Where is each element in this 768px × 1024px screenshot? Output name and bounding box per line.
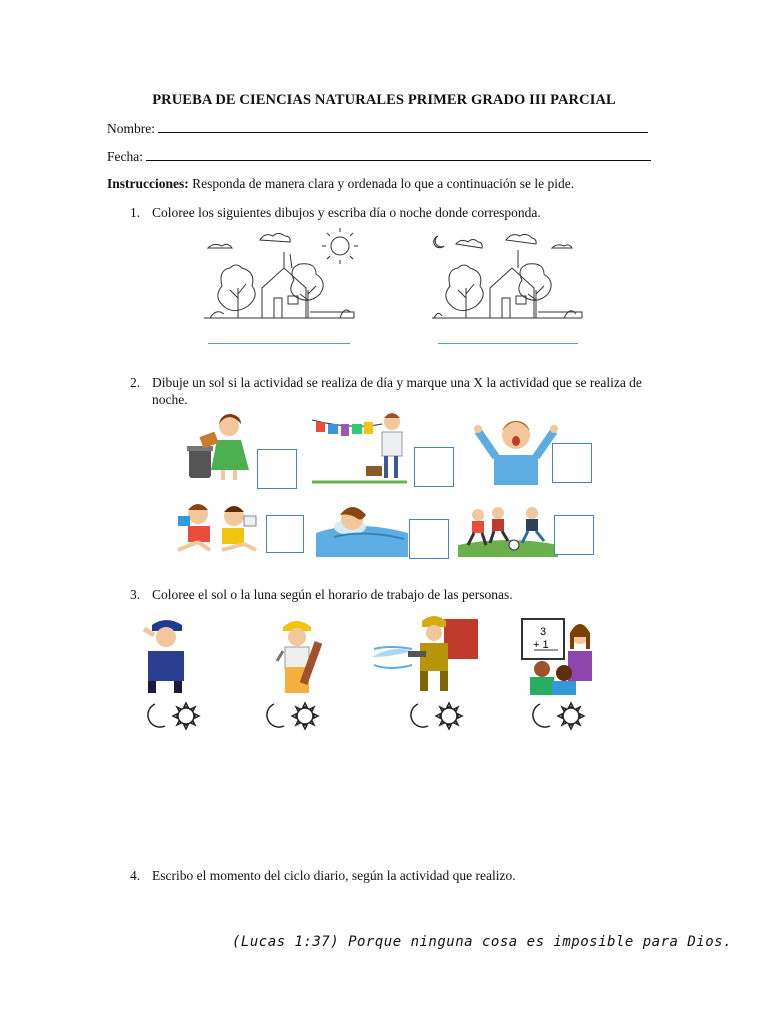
girl-trash-icon [185, 412, 257, 484]
boy-yawning-icon [470, 415, 562, 485]
answer-box[interactable] [414, 447, 454, 487]
moon-icon [411, 704, 428, 727]
nombre-field[interactable] [158, 120, 648, 133]
answer-box[interactable] [554, 515, 594, 555]
carpenter-icon [269, 615, 331, 697]
question-text-line1: Dibuje un sol si la actividad se realiza de día y marque una X la actividad que se realiza de [152, 375, 642, 390]
answer-box[interactable] [266, 515, 304, 553]
nombre-label: Nombre: [107, 121, 155, 136]
board-plus-1: + 1 [533, 639, 549, 651]
question-number: 2. [130, 375, 141, 390]
moon-icon [148, 704, 165, 727]
question-3 [130, 586, 670, 604]
question-text: Coloree el sol o la luna según el horario de trabajo de las personas. [152, 587, 513, 602]
firefighter-icon [372, 613, 478, 695]
fecha-row [107, 148, 651, 165]
instructions-text: Responda de manera clara y ordenada lo que a continuación se le pide. [192, 176, 575, 191]
board-digit-3: 3 [540, 626, 547, 638]
house-day-icon [200, 228, 360, 328]
police-officer-icon [136, 615, 196, 695]
sun-icon [292, 703, 318, 729]
answer-line-day[interactable] [208, 343, 350, 344]
answer-box[interactable] [257, 449, 297, 489]
sun-icon [436, 703, 462, 729]
moon-icon [267, 704, 284, 727]
question-1 [130, 204, 690, 222]
bible-quote: (Lucas 1:37) Porque ninguna cosa es imposible para Dios. [232, 934, 733, 950]
question-text: Escribo el momento del ciclo diario, según la actividad que realizo. [152, 868, 516, 883]
question-number: 1. [130, 205, 141, 220]
clothesline-icon [312, 410, 407, 488]
sun-icon [173, 703, 199, 729]
moon-sun-pair-1 [141, 701, 205, 731]
answer-line-night[interactable] [438, 343, 578, 344]
fecha-field[interactable] [146, 148, 651, 161]
sun-icon [558, 703, 584, 729]
question-2 [130, 374, 670, 410]
question-text: Coloree los siguientes dibujos y escriba día o noche donde corresponda. [152, 205, 541, 220]
girl-sleeping-icon [316, 497, 408, 559]
answer-box[interactable] [552, 443, 592, 483]
moon-sun-pair-3 [404, 701, 468, 731]
moon-sun-pair-2 [260, 701, 324, 731]
question-number: 4. [130, 868, 141, 883]
nombre-row [107, 120, 648, 137]
fecha-label: Fecha: [107, 149, 143, 164]
kids-soccer-icon [458, 505, 558, 557]
moon-icon [533, 704, 550, 727]
question-4 [130, 867, 670, 885]
instructions [107, 176, 574, 192]
moon-sun-pair-4 [526, 701, 590, 731]
house-night-icon [428, 228, 588, 328]
page-title: PRUEBA DE CIENCIAS NATURALES PRIMER GRADO III PARCIAL [152, 92, 616, 108]
teacher-icon [522, 615, 594, 695]
kids-reading-icon [172, 500, 264, 556]
instructions-label: Instrucciones: [107, 176, 189, 191]
question-text-line2: noche. [152, 392, 188, 407]
answer-box[interactable] [409, 519, 449, 559]
question-number: 3. [130, 587, 141, 602]
